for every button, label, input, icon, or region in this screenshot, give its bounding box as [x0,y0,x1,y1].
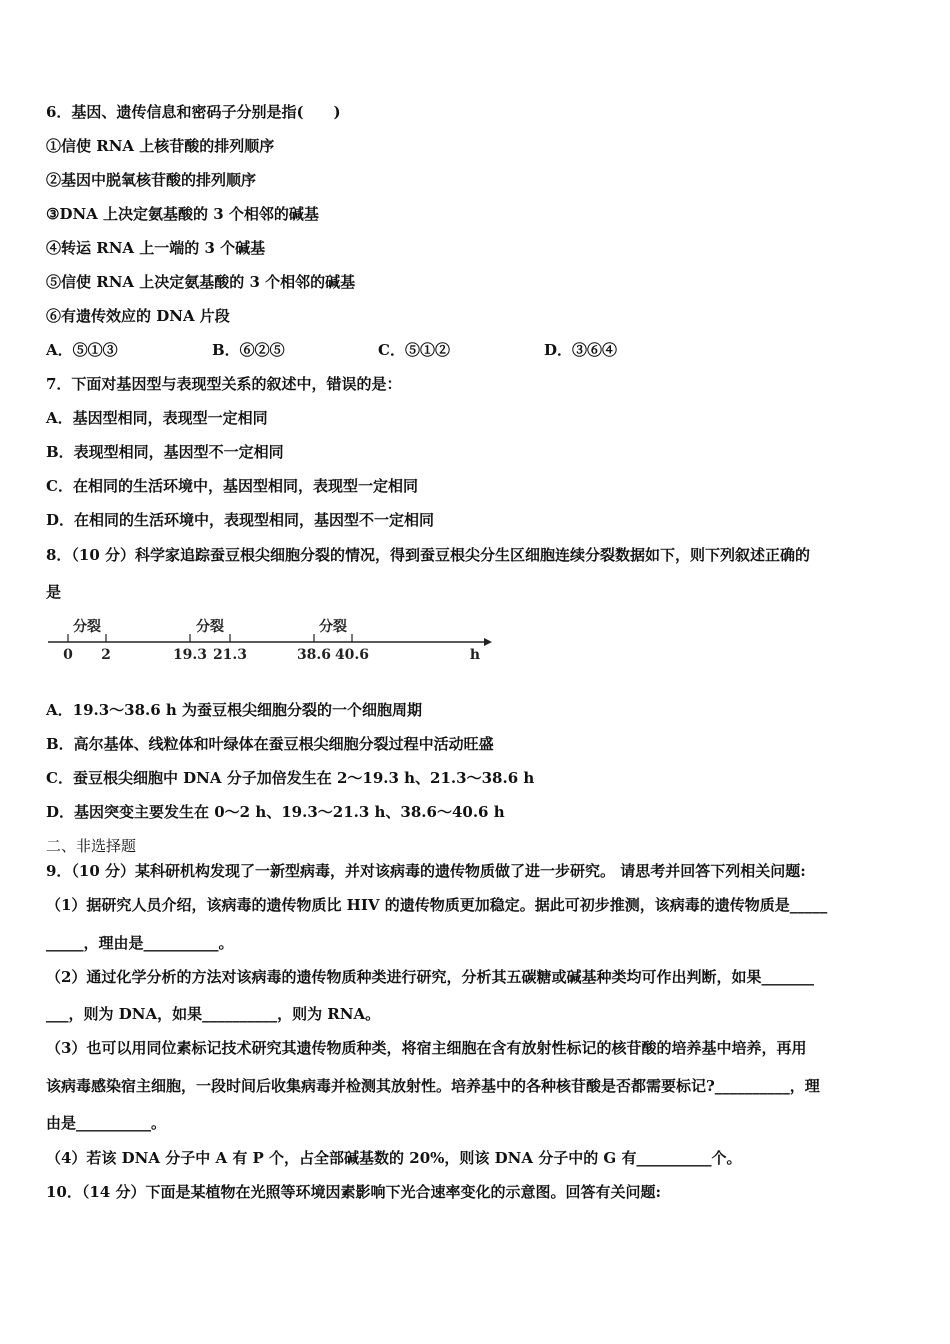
q8-option-b: B．高尔基体、线粒体和叶绿体在蚕豆根尖细胞分裂过程中活动旺盛 [46,735,494,753]
q9-part2-line1: （2）通过化学分析的方法对该病毒的遗传物质种类进行研究，分析其五碳糖或碱基种类均可作出判断，如果_______ [46,968,814,986]
q6-item-5: ⑤信使 RNA 上决定氨基酸的 3 个相邻的碱基 [46,273,356,291]
q7-option-b: B．表现型相同，基因型不一定相同 [46,443,284,461]
q6-item-6: ⑥有遗传效应的 DNA 片段 [46,307,230,325]
q7-option-c: C．在相同的生活环境中，基因型相同，表现型一定相同 [46,477,418,495]
q6-item-2: ②基因中脱氧核苷酸的排列顺序 [46,171,257,189]
timeline-arrow [484,638,492,646]
q9-part1-line1: （1）据研究人员介绍，该病毒的遗传物质比 HIV 的遗传物质更加稳定。据此可初步推测，该病毒的遗传物质是_____ [46,896,828,914]
q6-item-1: ①信使 RNA 上核苷酸的排列顺序 [46,137,275,155]
tick-label-2: 2 [101,647,111,663]
q9-part4: （4）若该 DNA 分子中 A 有 P 个，占全部碱基数的 20%，则该 DNA 分子中的 G 有__________个。 [46,1149,742,1167]
segment-label-2: 分裂 [196,619,224,635]
q6-options [46,340,617,360]
q6-option-b: B．⑥②⑤ [212,341,285,359]
q9-part2-line2: ___，则为 DNA，如果__________，则为 RNA。 [46,1005,381,1023]
tick-label-38-6: 38.6 [296,647,332,663]
cell-division-timeline [44,612,494,664]
q7-stem: 7．下面对基因型与表现型关系的叙述中，错误的是： [46,375,402,393]
q9-part3-line3: 由是__________。 [46,1114,167,1132]
q6-option-c: C．⑤①② [378,341,450,359]
q7-option-a: A．基因型相同，表现型一定相同 [46,409,268,427]
q6-option-d: D．③⑥④ [544,341,618,359]
tick-label-0: 0 [63,647,73,663]
tick-label-19-3: 19.3 [172,647,208,663]
q8-option-d: D．基因突变主要发生在 0～2 h、19.3～21.3 h、38.6～40.6 h [46,803,505,821]
q7-option-d: D．在相同的生活环境中，表现型相同，基因型不一定相同 [46,511,435,529]
q9-part1-line2: _____，理由是__________。 [46,934,234,952]
q9-part3-line1: （3）也可以用同位素标记技术研究其遗传物质种类，将宿主细胞在含有放射性标记的核苷酸的培养基中培养，再用 [46,1039,807,1057]
q6-option-a: A．⑤①③ [46,341,118,359]
q10-stem: 10．（14 分）下面是某植物在光照等环境因素影响下光合速率变化的示意图。回答有关问题: [46,1183,662,1201]
q9-stem: 9．（10 分）某科研机构发现了一新型病毒，并对该病毒的遗传物质做了进一步研究。 请思考并回答下列相关问题: [46,862,806,880]
q8-stem-line1: 8．（10 分）科学家追踪蚕豆根尖细胞分裂的情况，得到蚕豆根尖分生区细胞连续分裂数据如下，则下列叙述正确的 [46,546,811,564]
section-heading: 二、非选择题 [46,837,137,855]
q8-option-a: A．19.3～38.6 h 为蚕豆根尖细胞分裂的一个细胞周期 [46,701,423,719]
q6-stem: 6．基因、遗传信息和密码子分别是指( ) [46,103,341,121]
q6-item-4: ④转运 RNA 上一端的 3 个碱基 [46,239,266,257]
unit-label: h [469,647,481,663]
segment-label-3: 分裂 [319,619,347,635]
segment-label-1: 分裂 [73,619,101,635]
tick-label-21-3: 21.3 [212,647,248,663]
q6-item-3: ③DNA 上决定氨基酸的 3 个相邻的碱基 [46,205,319,223]
q9-part3-line2: 该病毒感染宿主细胞，一段时间后收集病毒并检测其放射性。培养基中的各种核苷酸是否都需要标记?__________，理 [46,1077,820,1095]
tick-label-40-6: 40.6 [334,647,370,663]
q8-option-c: C．蚕豆根尖细胞中 DNA 分子加倍发生在 2～19.3 h、21.3～38.6 h [46,769,535,787]
q8-stem-line2: 是 [46,583,62,601]
